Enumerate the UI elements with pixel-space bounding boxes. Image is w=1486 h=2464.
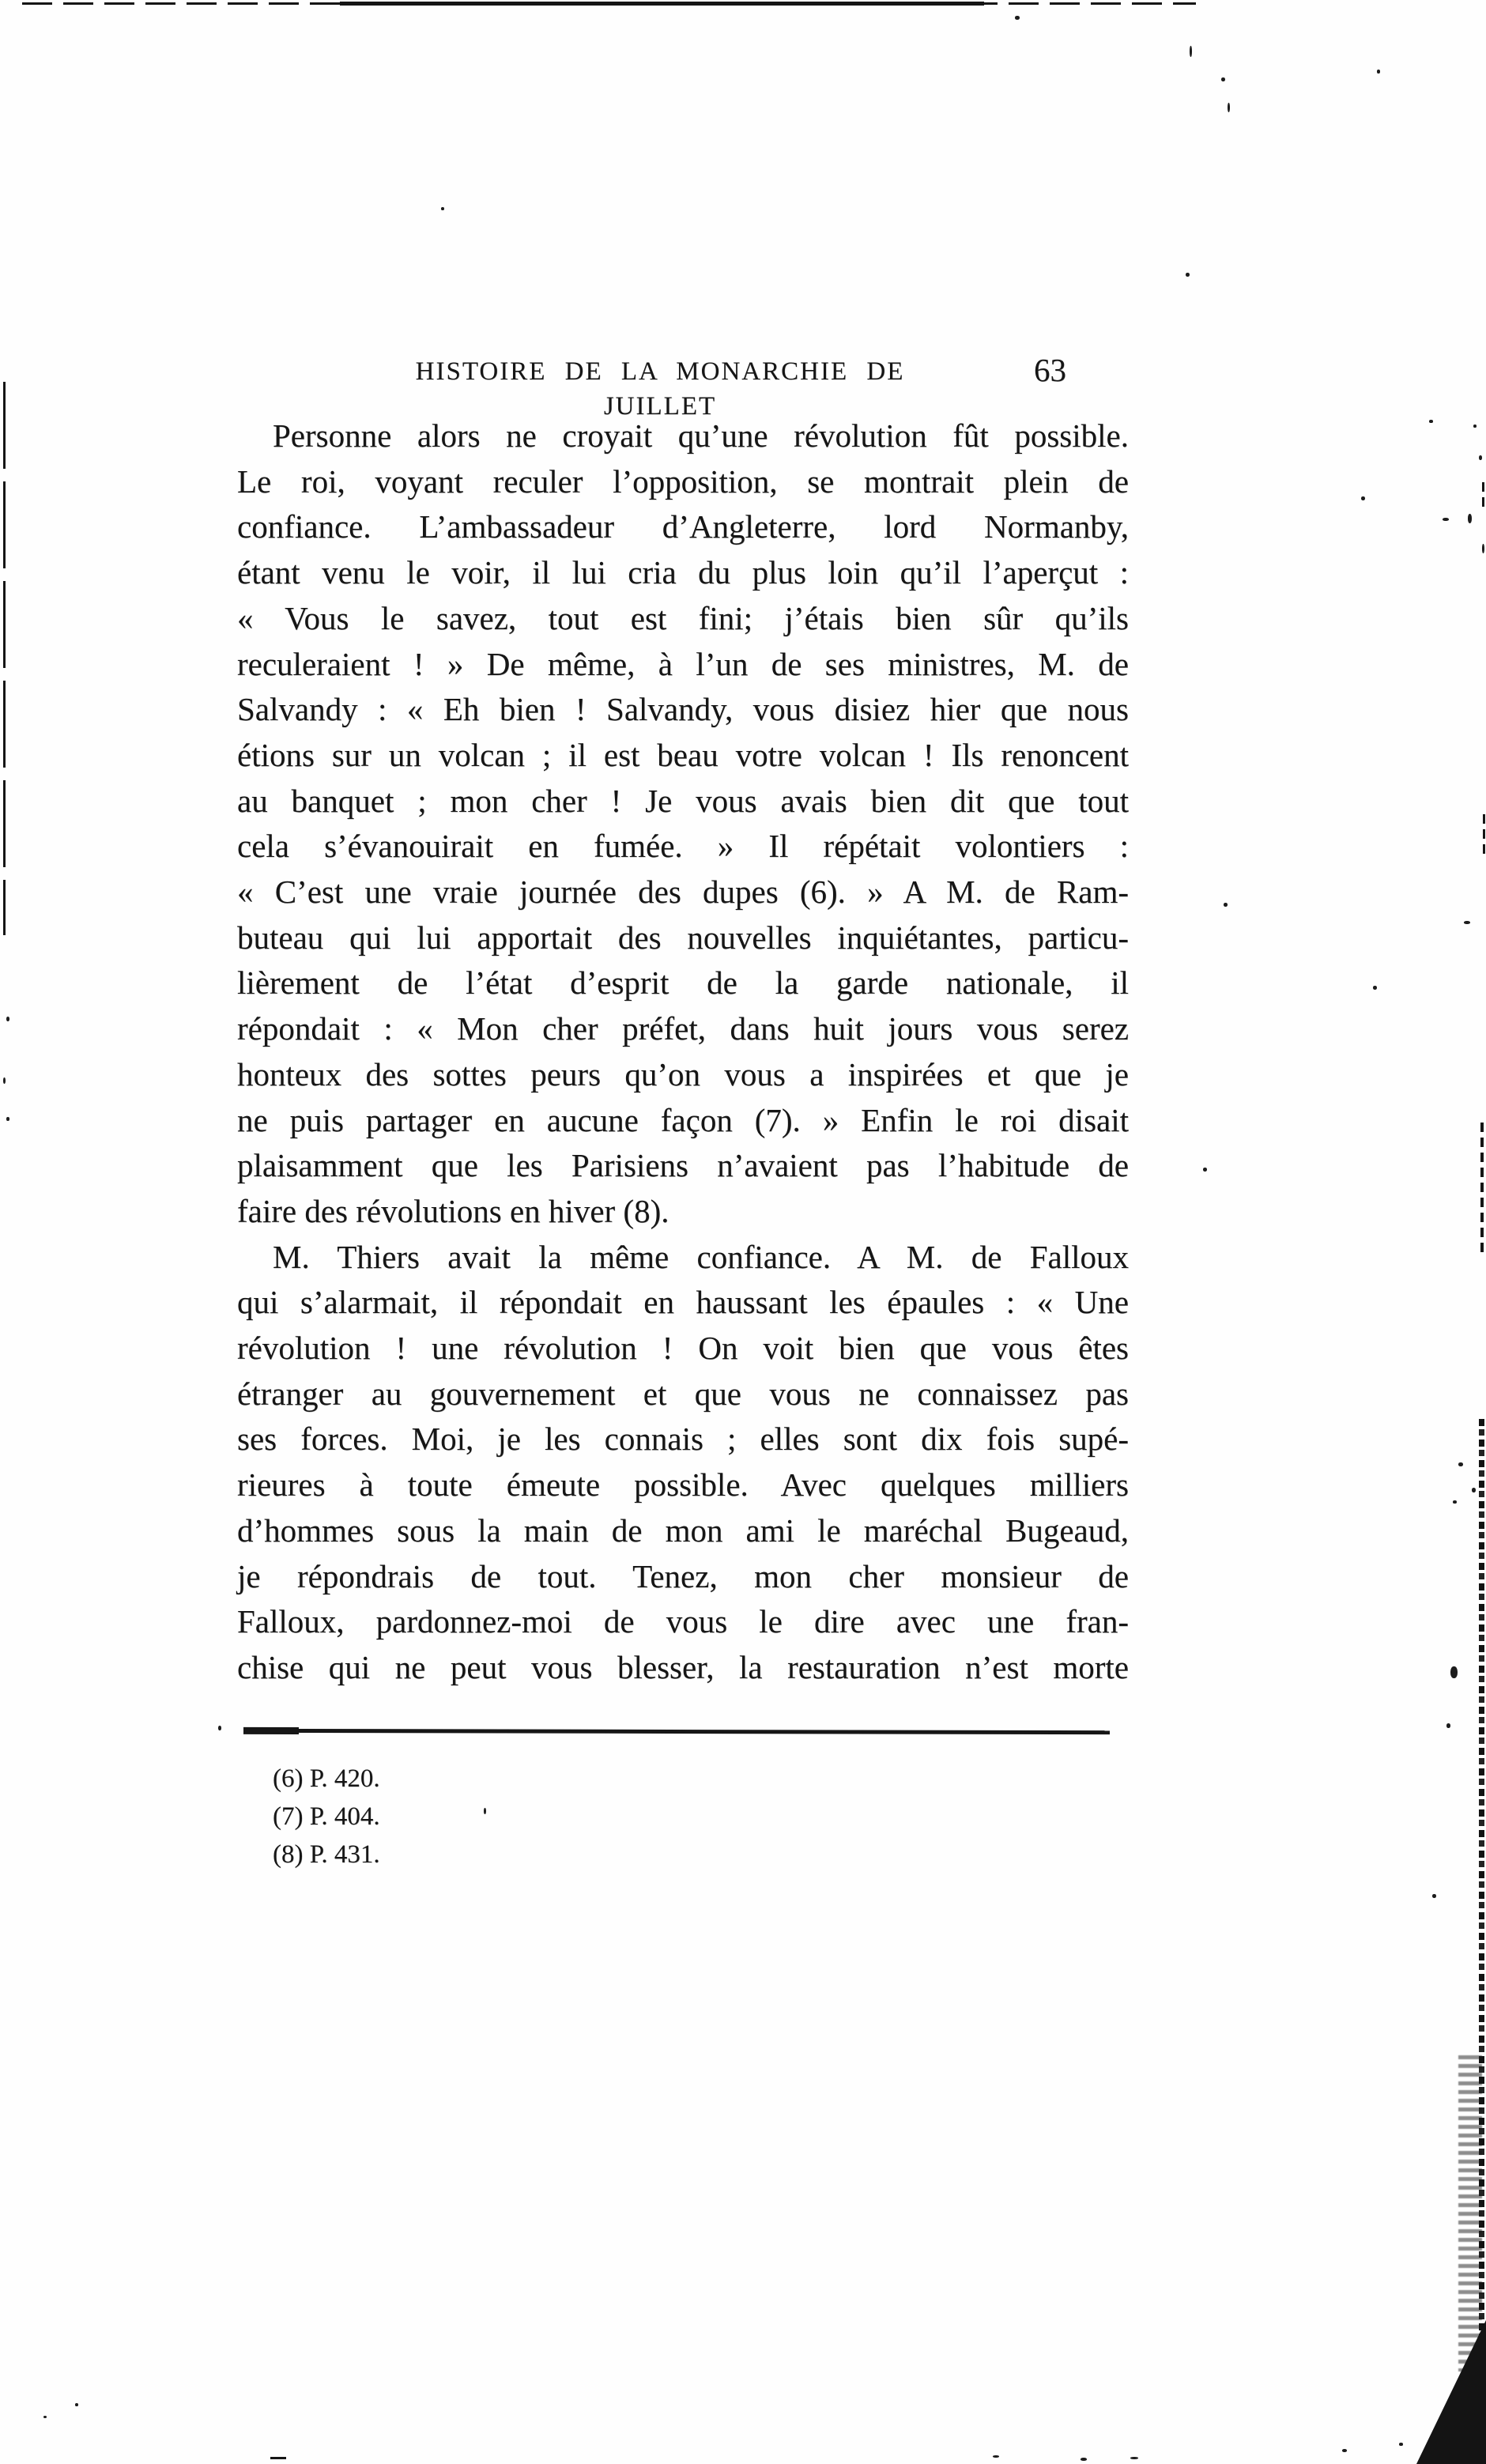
- text-line: étions sur un volcan ; il est beau votre volcan ! Ils renoncent: [237, 736, 1129, 773]
- text-line: chise qui ne peut vous blesser, la restauration n’est morte: [237, 1648, 1129, 1685]
- scan-artifact: [484, 1808, 486, 1814]
- text-line: étant venu le voir, il lui cria du plus loin qu’il l’aperçut :: [237, 554, 1129, 591]
- text-line: « Vous le savez, tout est fini; j’étais bien sûr qu’ils: [237, 599, 1129, 636]
- scan-artifact: [1453, 1500, 1457, 1504]
- scan-artifact: [6, 1017, 9, 1021]
- scan-artifact: [1361, 496, 1365, 500]
- text-line: « C’est une vraie journée des dupes (6). » A M. de Ram-: [237, 874, 1129, 911]
- scan-artifact: [1482, 544, 1484, 553]
- scan-artifact: [1479, 455, 1482, 460]
- scan-artifact: [1186, 273, 1190, 277]
- text-line: ne puis partager en aucune façon (7). » Enfin le roi disait: [237, 1101, 1129, 1138]
- footnote: (6) P. 420.: [273, 1764, 380, 1793]
- scan-artifact: [75, 2403, 78, 2406]
- text-line: M. Thiers avait la même confiance. A M. de Falloux: [273, 1238, 1129, 1275]
- scan-artifact: [1429, 420, 1433, 423]
- text-line: cela s’évanouirait en fumée. » Il répétait volontiers :: [237, 828, 1129, 865]
- scan-artifact: [1432, 1894, 1436, 1898]
- scan-artifact: [1480, 1123, 1484, 1253]
- running-header-title: HISTOIRE DE LA MONARCHIE DE JUILLET: [415, 357, 905, 421]
- text-line: plaisamment que les Parisiens n’avaient pas l’habitude de: [237, 1147, 1129, 1184]
- scan-artifact: [1190, 46, 1192, 57]
- scan-artifact: [1473, 425, 1477, 428]
- scan-artifact: [1081, 2458, 1087, 2461]
- scan-artifact: [3, 382, 6, 935]
- text-line: au banquet ; mon cher ! Je vous avais bien dit que tout: [237, 782, 1129, 819]
- scan-artifact: [1373, 986, 1377, 990]
- scan-artifact: [1015, 16, 1020, 20]
- text-line: faire des révolutions en hiver (8).: [237, 1192, 669, 1229]
- scan-artifact: [1482, 482, 1484, 509]
- scan-artifact: [1416, 2320, 1486, 2464]
- scan-artifact: [1458, 2055, 1482, 2372]
- scan-artifact: [270, 2457, 286, 2459]
- scan-artifact: [1483, 814, 1485, 854]
- text-line: honteux des sottes peurs qu’on vous a inspirées et que je: [237, 1055, 1129, 1092]
- scan-artifact: [1443, 518, 1449, 521]
- text-line: lièrement de l’état d’esprit de la garde nationale, il: [237, 964, 1129, 1002]
- scan-artifact: [43, 2416, 47, 2418]
- scan-artifact: [1203, 1168, 1207, 1172]
- text-line: confiance. L’ambassadeur d’Angleterre, lord Normanby,: [237, 508, 1129, 545]
- scan-artifact: [1450, 1666, 1458, 1678]
- text-line: d’hommes sous la main de mon ami le maréchal Bugeaud,: [237, 1511, 1129, 1549]
- scan-artifact: [1458, 1462, 1463, 1466]
- scan-artifact: [1377, 70, 1380, 74]
- text-line: Falloux, pardonnez-moi de vous le dire avec une fran-: [237, 1603, 1129, 1640]
- paragraph: [237, 413, 1129, 1235]
- scan-artifact: [1468, 514, 1472, 523]
- scan-artifact: [1446, 1723, 1450, 1728]
- text-line: révolution ! une révolution ! On voit bien que vous êtes: [237, 1330, 1129, 1367]
- page-number: 63: [1034, 352, 1066, 388]
- scan-artifact: [1399, 2443, 1403, 2446]
- text-line: ses forces. Moi, je les connais ; elles sont dix fois supé-: [237, 1421, 1129, 1458]
- text-line: reculeraient ! » De même, à l’un de ses ministres, M. de: [237, 645, 1129, 682]
- text-line: Le roi, voyant reculer l’opposition, se montrait plein de: [237, 462, 1129, 500]
- scan-artifact: [218, 1726, 221, 1730]
- scan-artifact: [1472, 1488, 1476, 1492]
- scan-artifact: [441, 207, 444, 210]
- scan-artifact: [1228, 103, 1230, 112]
- scan-artifact: [1224, 903, 1228, 907]
- scan-artifact: [340, 2, 984, 6]
- paragraph: [237, 1235, 1129, 1691]
- page-header: [237, 352, 1129, 421]
- text-line: qui s’alarmait, il répondait en haussant les épaules : « Une: [237, 1284, 1129, 1321]
- text-line: étranger au gouvernement et que vous ne connaissez pas: [237, 1375, 1129, 1412]
- scan-artifact: [1464, 921, 1470, 924]
- scan-artifact: [1221, 77, 1225, 81]
- scan-artifact: [1130, 2457, 1138, 2459]
- scan-artifact: [993, 2455, 999, 2458]
- footnote: (7) P. 404.: [273, 1802, 380, 1831]
- text-line: rieures à toute émeute possible. Avec quelques milliers: [237, 1466, 1129, 1504]
- scan-artifact: [6, 1117, 9, 1121]
- body-text: [237, 413, 1129, 1691]
- scan-artifact: [3, 1077, 6, 1084]
- text-line: répondait : « Mon cher préfet, dans huit jours vous serez: [237, 1010, 1129, 1047]
- text-line: Personne alors ne croyait qu’une révolution fût possible.: [273, 417, 1129, 454]
- text-line: je répondrais de tout. Tenez, mon cher monsieur de: [237, 1557, 1129, 1594]
- text-line: Salvandy : « Eh bien ! Salvandy, vous disiez hier que nous: [237, 691, 1129, 728]
- footnote: (8) P. 431.: [273, 1840, 380, 1869]
- footnotes: [237, 1760, 1129, 1873]
- scan-artifact: [1342, 2449, 1347, 2452]
- footnote-separator: [243, 1729, 1110, 1734]
- text-line: buteau qui lui apportait des nouvelles inquiétantes, particu-: [237, 919, 1129, 956]
